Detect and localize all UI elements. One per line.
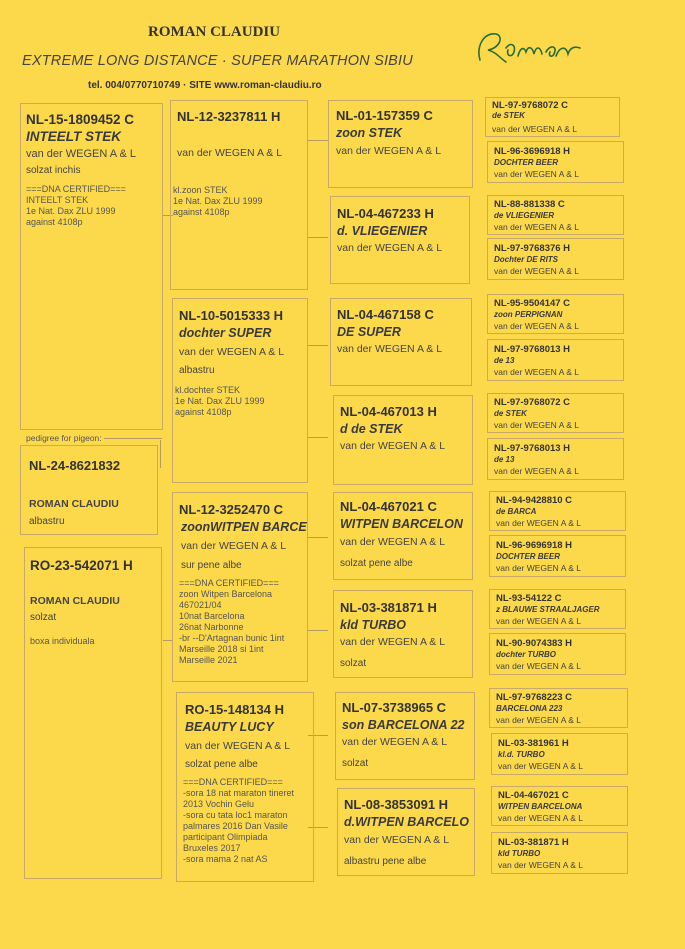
ggp-name: kld TURBO (340, 618, 406, 632)
great-grandparent-card (330, 196, 470, 284)
anc-name: z BLAUWE STRAALJAGER (496, 605, 600, 614)
gp-breeder: van der WEGEN A & L (185, 740, 291, 752)
gp-ring: NL-12-3252470 C (179, 502, 284, 517)
ggp-name: d de STEK (340, 422, 403, 436)
dam-note: boxa individuala (30, 636, 95, 646)
sire-breeder: van der WEGEN A & L (26, 148, 137, 160)
dam-owner: ROMAN CLAUDIU (30, 595, 120, 607)
contact-line: tel. 004/0770710749 · SITE www.roman-claudiu.ro (88, 80, 322, 91)
gp-note: 1e Nat. Dax ZLU 1999 (173, 196, 263, 206)
subject-pigeon-card (20, 445, 158, 535)
sire-ring: NL-15-1809452 C (26, 112, 135, 127)
anc-breeder: van der WEGEN A & L (494, 321, 580, 331)
great-grandparent-card (328, 100, 473, 188)
gp-ring: NL-12-3237811 H (177, 109, 281, 124)
ancestor-card (487, 141, 624, 183)
grandparent-card (170, 100, 308, 290)
anc-ring: NL-03-381871 H (498, 837, 569, 848)
ancestor-card (487, 438, 624, 480)
anc-name: kld TURBO (498, 849, 541, 858)
ancestor-card (489, 688, 628, 728)
anc-ring: NL-97-9768013 H (494, 443, 571, 454)
ggp-breeder: van der WEGEN A & L (340, 636, 446, 648)
anc-breeder: van der WEGEN A & L (494, 169, 580, 179)
gp-note: kl.dochter STEK (175, 385, 241, 395)
grandparent-card (176, 692, 314, 882)
ancestor-card (487, 294, 624, 334)
sire-note: 1e Nat. Dax ZLU 1999 (26, 206, 116, 216)
ggp-ring: NL-04-467013 H (340, 404, 437, 419)
great-grandparent-card (330, 298, 472, 386)
anc-breeder: van der WEGEN A & L (494, 266, 580, 276)
owner-title: ROMAN CLAUDIU (148, 24, 281, 40)
ggp-breeder: van der WEGEN A & L (340, 536, 446, 548)
anc-name: dochter TURBO (496, 650, 556, 659)
gp-note: -br --D'Artagnan bunic 1int (179, 633, 285, 643)
gp-note: 26nat Narbonne (179, 622, 244, 632)
subject-color: albastru (29, 516, 65, 527)
ggp-color: albastru pene albe (344, 856, 427, 867)
anc-breeder: van der WEGEN A & L (494, 222, 580, 232)
ggp-ring: NL-01-157359 C (336, 108, 433, 123)
gp-color: sur pene albe (181, 560, 242, 571)
ancestor-card (489, 491, 626, 531)
gp-name: zoonWITPEN BARCE (181, 520, 307, 534)
gp-note: against 4108p (175, 407, 232, 417)
anc-ring: NL-95-9504147 C (494, 298, 571, 309)
pedigree-label: pedigree for pigeon: (26, 433, 102, 443)
anc-name: de 13 (494, 455, 515, 464)
anc-breeder: van der WEGEN A & L (494, 420, 580, 430)
ggp-color: solzat pene albe (340, 558, 413, 569)
anc-ring: NL-88-881338 C (494, 199, 565, 210)
gp-ring: RO-15-148134 H (185, 702, 284, 717)
ggp-color: solzat (340, 658, 367, 669)
sire-note: INTEELT STEK (26, 195, 89, 205)
ancestor-card (489, 589, 626, 629)
sire-name: INTEELT STEK (26, 129, 122, 144)
connector-line (308, 345, 328, 346)
anc-breeder: van der WEGEN A & L (496, 518, 582, 528)
ggp-name: DE SUPER (337, 325, 401, 339)
great-grandparent-card (333, 395, 473, 485)
anc-ring: NL-03-381961 H (498, 738, 569, 749)
gp-color: solzat pene albe (185, 759, 258, 770)
page-subtitle: EXTREME LONG DISTANCE · SUPER MARATHON SIBIU (22, 53, 413, 69)
signature-image (470, 26, 585, 70)
dam-color: solzat (30, 612, 57, 623)
ancestor-card (489, 535, 626, 577)
gp-note: 10nat Barcelona (179, 611, 245, 621)
ggp-breeder: van der WEGEN A & L (336, 145, 442, 157)
ggp-breeder: van der WEGEN A & L (337, 343, 443, 355)
ggp-name: son BARCELONA 22 (342, 718, 465, 732)
sire-note: against 4108p (26, 217, 83, 227)
subject-owner: ROMAN CLAUDIU (29, 498, 119, 510)
gp-note: -sora mama 2 nat AS (183, 854, 268, 864)
ancestor-card (485, 97, 620, 137)
anc-ring: NL-97-9768376 H (494, 243, 571, 254)
ancestor-card (487, 195, 624, 235)
anc-name: de BARCA (496, 507, 537, 516)
anc-name: de STEK (494, 409, 527, 418)
gp-note: palmares 2016 Dan Vasile (183, 821, 288, 831)
gp-note: 467021/04 (179, 600, 222, 610)
anc-name: kl.d. TURBO (498, 750, 545, 759)
anc-ring: NL-90-9074383 H (496, 638, 573, 649)
anc-ring: NL-97-9768072 C (492, 100, 569, 111)
connector-line (308, 437, 328, 438)
ggp-ring: NL-03-381871 H (340, 600, 437, 615)
ggp-name: d.WITPEN BARCELO (344, 815, 469, 829)
anc-breeder: van der WEGEN A & L (496, 563, 582, 573)
gp-note: against 4108p (173, 207, 230, 217)
ggp-breeder: van der WEGEN A & L (344, 834, 450, 846)
gp-breeder: van der WEGEN A & L (179, 346, 285, 358)
anc-breeder: van der WEGEN A & L (496, 616, 582, 626)
gp-note: Marseille 2018 si 1int (179, 644, 264, 654)
ggp-breeder: van der WEGEN A & L (337, 242, 443, 254)
ggp-color: solzat (342, 758, 369, 769)
sire-note: ===DNA CERTIFIED=== (26, 184, 126, 194)
ggp-name: d. VLIEGENIER (337, 224, 428, 238)
grandparent-card (172, 298, 308, 483)
gp-note: Marseille 2021 (179, 655, 238, 665)
gp-color: albastru (179, 365, 215, 376)
gp-note: 1e Nat. Dax ZLU 1999 (175, 396, 265, 406)
subject-ring: NL-24-8621832 (29, 458, 121, 473)
ggp-ring: NL-07-3738965 C (342, 700, 447, 715)
grandparent-card (172, 492, 308, 682)
anc-name: Dochter DE RITS (494, 255, 559, 264)
ancestor-card (487, 238, 624, 280)
gp-note: 2013 Vochin Gelu (183, 799, 255, 809)
ggp-ring: NL-04-467158 C (337, 307, 434, 322)
anc-name: DOCHTER BEER (496, 552, 561, 561)
great-grandparent-card (333, 492, 473, 580)
sire-card (20, 103, 163, 430)
anc-breeder: van der WEGEN A & L (496, 661, 582, 671)
anc-breeder: van der WEGEN A & L (498, 761, 584, 771)
anc-breeder: van der WEGEN A & L (498, 860, 584, 870)
ancestor-card (491, 786, 628, 826)
anc-ring: NL-93-54122 C (496, 593, 562, 604)
gp-note: ===DNA CERTIFIED=== (179, 578, 279, 588)
anc-ring: NL-97-9768013 H (494, 344, 571, 355)
great-grandparent-card (337, 788, 475, 876)
ggp-name: zoon STEK (336, 126, 402, 140)
ggp-ring: NL-08-3853091 H (344, 797, 449, 812)
gp-note: ===DNA CERTIFIED=== (183, 777, 283, 787)
ggp-ring: NL-04-467021 C (340, 499, 437, 514)
dam-card (24, 547, 162, 879)
gp-note: -sora cu tata loc1 maraton (183, 810, 288, 820)
gp-breeder: van der WEGEN A & L (181, 540, 287, 552)
ggp-breeder: van der WEGEN A & L (342, 736, 448, 748)
anc-ring: NL-97-9768223 C (496, 692, 573, 703)
anc-name: DOCHTER BEER (494, 158, 559, 167)
gp-name: BEAUTY LUCY (185, 720, 274, 734)
anc-name: de STEK (492, 111, 525, 120)
great-grandparent-card (335, 692, 475, 780)
gp-note: participant Olimpiada (183, 832, 268, 842)
ggp-breeder: van der WEGEN A & L (340, 440, 446, 452)
anc-breeder: van der WEGEN A & L (494, 466, 580, 476)
connector-line (160, 440, 161, 468)
ancestor-card (487, 393, 624, 433)
gp-note: -sora 18 nat maraton tineret (183, 788, 295, 798)
connector-line (308, 237, 328, 238)
gp-note: kl.zoon STEK (173, 185, 228, 195)
ggp-name: WITPEN BARCELON (340, 517, 463, 531)
anc-name: de VLIEGENIER (494, 211, 555, 220)
connector-line (308, 630, 328, 631)
anc-ring: NL-96-3696918 H (494, 146, 571, 157)
connector-line (308, 537, 328, 538)
ancestor-card (487, 339, 624, 381)
anc-ring: NL-94-9428810 C (496, 495, 573, 506)
ancestor-card (491, 733, 628, 775)
anc-breeder: van der WEGEN A & L (496, 715, 582, 725)
anc-name: de 13 (494, 356, 515, 365)
anc-breeder: van der WEGEN A & L (494, 367, 580, 377)
anc-ring: NL-96-9696918 H (496, 540, 573, 551)
gp-name: dochter SUPER (179, 326, 272, 340)
ancestor-card (489, 633, 626, 675)
dam-ring: RO-23-542071 H (30, 558, 133, 573)
sire-color: solzat inchis (26, 165, 81, 176)
anc-ring: NL-04-467021 C (498, 790, 569, 801)
anc-name: WITPEN BARCELONA (498, 802, 583, 811)
anc-name: zoon PERPIGNAN (494, 310, 563, 319)
ggp-ring: NL-04-467233 H (337, 206, 434, 221)
anc-breeder: van der WEGEN A & L (492, 124, 578, 134)
connector-line (308, 140, 328, 141)
great-grandparent-card (333, 590, 473, 678)
gp-ring: NL-10-5015333 H (179, 308, 284, 323)
ancestor-card (491, 832, 628, 874)
anc-ring: NL-97-9768072 C (494, 397, 571, 408)
anc-name: BARCELONA 223 (496, 704, 563, 713)
anc-breeder: van der WEGEN A & L (498, 813, 584, 823)
gp-breeder: van der WEGEN A & L (177, 147, 283, 159)
gp-note: zoon Witpen Barcelona (179, 589, 273, 599)
gp-note: Bruxeles 2017 (183, 843, 241, 853)
